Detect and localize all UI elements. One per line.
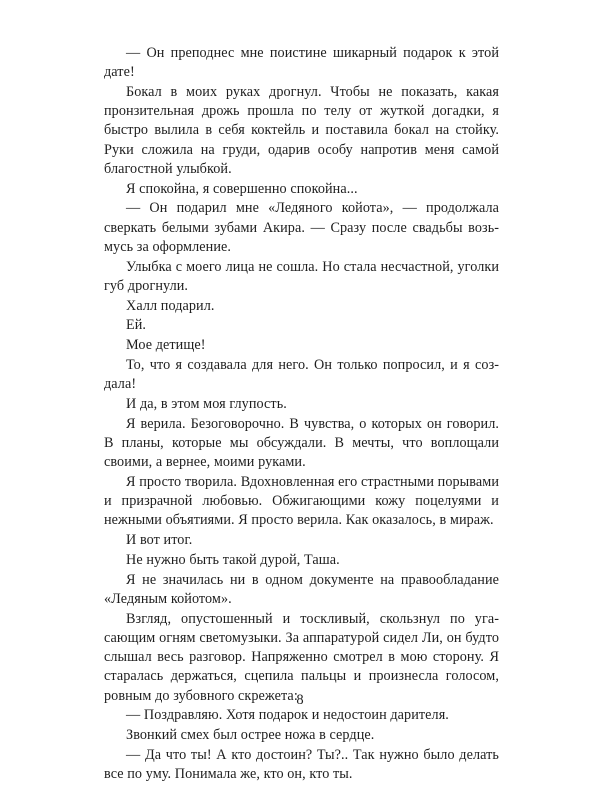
paragraph: Бокал в моих руках дрогнул. Чтобы не показать, какая пронзительная дрожь прошла по телу от жуткой догадки, я быстро вылила в себя коктейль и поставила бокал на стойку. Руки сложила на груди, одарив особу напротив меня самой благостной улыбкой. <box>104 84 499 177</box>
paragraph: То, что я создавала для него. Он только попросил, и я создала! <box>104 357 499 393</box>
paragraph: — Он преподнес мне поистине шикарный подарок к этой дате! <box>104 45 499 81</box>
paragraph: Не нужно быть такой дурой, Таша. <box>126 552 340 568</box>
paragraph: Мое детище! <box>126 337 206 354</box>
paragraph: — Да что ты! А кто достоин? Ты?.. Так нужно было делать все по уму. Понимала же, кто он, кто ты. <box>104 747 499 783</box>
paragraph: — Он подарил мне «Ледяного койота», — продолжала сверкать белыми зубами Акира. — Сразу после свадьбы возьмусь за оформление. <box>104 200 499 255</box>
page-number: 8 <box>296 692 304 708</box>
paragraph: Я верила. Безоговорочно. В чувства, о которых он говорил. В планы, которые мы обсуждали. В мечты, что воплощали своими, а вернее, моими руками. <box>104 415 499 471</box>
paragraph: Ей. <box>126 317 147 334</box>
paragraph: И вот итог. <box>126 532 193 549</box>
paragraph: — Поздравляю. Хотя подарок и недостоин дарителя. <box>126 707 449 724</box>
paragraph: Звонкий смех был острее ножа в сердце. <box>126 727 375 744</box>
paragraph: Халл подарил. <box>126 297 215 314</box>
paragraph: Я не значилась ни в одном документе на правообладание «Ледяным койотом». <box>104 571 499 607</box>
paragraph: Улыбка с моего лица не сошла. Но стала несчастной, уголки губ дрогнули. <box>104 258 499 294</box>
paragraph: Я просто творила. Вдохновленная его страстными порывами и призрачной любовью. Обжигающими кожу поцелуями и нежными объятиями. Я просто верила. Как оказалось, в мираж. <box>104 474 499 529</box>
paragraph: Взгляд, опустошенный и тоскливый, скользнул по угасающим огням светомузыки. За аппаратурой сидел Ли, он будто слышал весь разговор. Напряженно смотрел в мою сторону. Я старалась держаться, сцепила пальцы и произнесла голосом, ровным до зубовного скрежета: <box>104 610 499 704</box>
paragraph: Я спокойна, я совершенно спокойна... <box>126 180 358 197</box>
page-text <box>104 44 499 785</box>
paragraph: И да, в этом моя глупость. <box>126 396 287 412</box>
